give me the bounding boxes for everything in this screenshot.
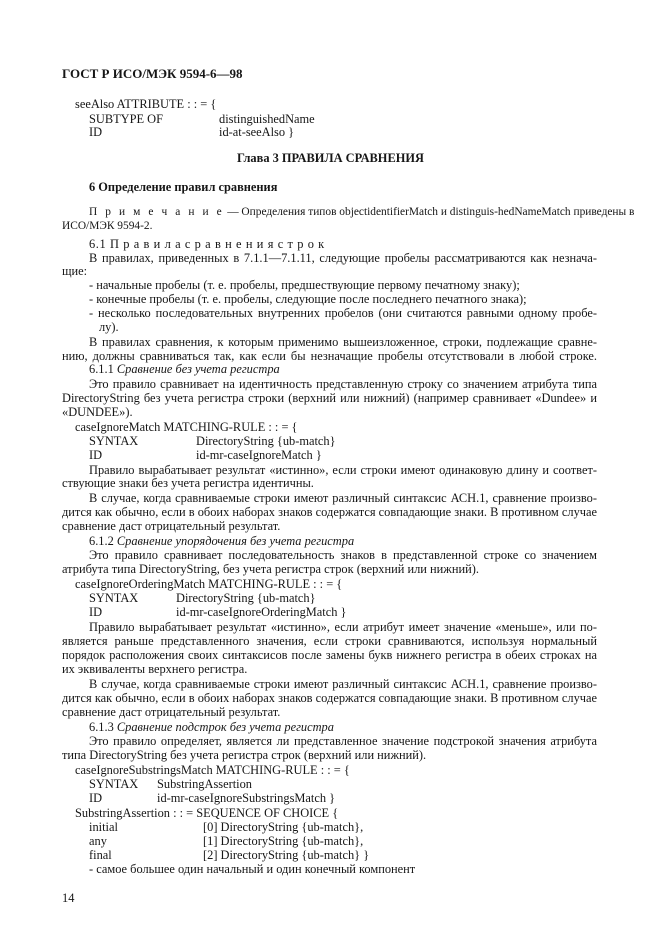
- paragraph-line: Это правило сравнивает последовательность знаков в представленной строке со значением: [89, 548, 597, 562]
- code-line: DirectoryString {ub-match}: [196, 434, 336, 448]
- paragraph-line: В случае, когда сравниваемые строки имеют различный синтаксис АСН.1, сравнение произво-: [89, 677, 597, 691]
- list-item: - конечные пробелы (т. е. пробелы, следующие после последнего печатного знака);: [89, 292, 527, 306]
- code-line: id-mr-caseIgnoreMatch }: [196, 448, 322, 462]
- code-line: ID: [89, 125, 103, 139]
- code-line: DirectoryString {ub-match}: [176, 591, 316, 605]
- code-line: final: [89, 848, 112, 862]
- code-line: seeAlso ATTRIBUTE : : = {: [75, 97, 217, 111]
- code-line: SubstringAssertion : : = SEQUENCE OF CHOICE {: [75, 806, 339, 820]
- note-label: П р и м е ч а н и е: [89, 206, 225, 218]
- paragraph-line: В правилах, приведенных в 7.1.1—7.1.11, следующие пробелы рассматриваются как незнача-: [89, 251, 597, 265]
- paragraph-line: Правило вырабатывает результат «истинно», если атрибут имеет значение «меньше», или по-: [89, 620, 597, 634]
- note-line: [89, 205, 634, 219]
- document-id: ГОСТ Р ИСО/МЭК 9594-6—98: [62, 66, 243, 81]
- code-line: caseIgnoreSubstringsMatch MATCHING-RULE : : = {: [75, 763, 350, 777]
- paragraph-line: Это правило сравнивает на идентичность представленную строку со значением атрибута типа: [89, 377, 597, 391]
- paragraph-line: их эквиваленты верхнего регистра.: [62, 662, 248, 676]
- code-line: [2] DirectoryString {ub-match} }: [203, 848, 370, 862]
- paragraph-line: дится как обычно, если в обоих наборах знаков содержатся совпадающие знаки. В противном случае: [62, 505, 597, 519]
- section-title: 6 Определение правил сравнения: [89, 180, 278, 194]
- code-line: ID: [89, 448, 103, 462]
- paragraph-line: сравнение даст отрицательный результат.: [62, 519, 281, 533]
- paragraph-line: типа DirectoryString без учета регистра строк (верхний или нижний).: [62, 748, 427, 762]
- paragraph-line: сравнение даст отрицательный результат.: [62, 705, 281, 719]
- code-line: id-at-seeAlso }: [219, 125, 295, 139]
- code-line: SYNTAX: [89, 434, 139, 448]
- code-comment: - самое большее один начальный и один конечный компонент: [89, 862, 416, 876]
- code-line: caseIgnoreMatch MATCHING-RULE : : = {: [75, 420, 298, 434]
- subsection-title: 6.1.1 Сравнение без учета регистра: [89, 362, 280, 376]
- subsection-title: 6.1.3 Сравнение подстрок без учета регистра: [89, 720, 334, 734]
- paragraph-line: ствующие знаки без учета регистра идентичны.: [62, 476, 314, 490]
- chapter-title: Глава 3 ПРАВИЛА СРАВНЕНИЯ: [237, 151, 424, 165]
- paragraph-line: «DUNDEE»).: [62, 405, 133, 419]
- code-line: SUBTYPE OF: [89, 112, 164, 126]
- code-line: ID: [89, 605, 103, 619]
- page-number: 14: [62, 891, 75, 905]
- code-line: id-mr-caseIgnoreOrderingMatch }: [176, 605, 347, 619]
- subsection-title: 6.1 П р а в и л а с р а в н е н и я с т р о к: [89, 237, 325, 251]
- list-item: - начальные пробелы (т. е. пробелы, предшествующие первому печатному знаку);: [89, 278, 520, 292]
- paragraph-line: Это правило определяет, является ли представленное значение подстрокой значения атрибута: [89, 734, 597, 748]
- paragraph-line: Правило вырабатывает результат «истинно», если строки имеют одинаковую длину и соответ-: [89, 463, 597, 477]
- code-line: ID: [89, 791, 103, 805]
- paragraph-line: щие:: [62, 264, 88, 278]
- paragraph-line: дится как обычно, если в обоих наборах знаков содержатся совпадающие знаки. В противном случае: [62, 691, 597, 705]
- code-line: caseIgnoreOrderingMatch MATCHING-RULE : : = {: [75, 577, 343, 591]
- code-line: [0] DirectoryString {ub-match},: [203, 820, 364, 834]
- code-line: id-mr-caseIgnoreSubstringsMatch }: [157, 791, 336, 805]
- paragraph-line: В случае, когда сравниваемые строки имеют различный синтаксис АСН.1, сравнение произво-: [89, 491, 597, 505]
- code-line: SYNTAX: [89, 591, 139, 605]
- subsection-title: 6.1.2 Сравнение упорядочения без учета регистра: [89, 534, 355, 548]
- code-line: SYNTAX: [89, 777, 139, 791]
- note-line: ИСО/МЭК 9594-2.: [62, 220, 153, 232]
- paragraph-line: является раньше представленного значения, если строки сравниваются, используя нормальный: [62, 634, 597, 648]
- code-line: any: [89, 834, 107, 848]
- code-line: initial: [89, 820, 118, 834]
- code-line: SubstringAssertion: [157, 777, 252, 791]
- paragraph-line: нию, должны сравниваться так, как если бы незначащие пробелы отсутствовали в любой строке.: [62, 349, 597, 363]
- list-item: - несколько последовательных внутренних пробелов (они считаются равными одному пробе-: [89, 306, 597, 320]
- list-item-continuation: лу).: [99, 320, 119, 334]
- paragraph-line: порядок расположения своих синтаксисов после замены букв нижнего регистра в обеих строках на: [62, 648, 597, 662]
- code-line: distinguishedName: [219, 112, 315, 126]
- note-text: — Определения типов objectidentifierMatch и distinguis-hedNameMatch приведены в: [224, 206, 635, 218]
- paragraph-line: DirectoryString без учета регистра строки (верхний или нижний) (например сравнивает «Dundee» и: [62, 391, 597, 405]
- paragraph-line: атрибута типа DirectoryString, без учета регистра строк (верхний или нижний).: [62, 562, 479, 576]
- code-line: [1] DirectoryString {ub-match},: [203, 834, 364, 848]
- paragraph-line: В правилах сравнения, к которым применимо вышеизложенное, строки, подлежащие сравне-: [89, 335, 597, 349]
